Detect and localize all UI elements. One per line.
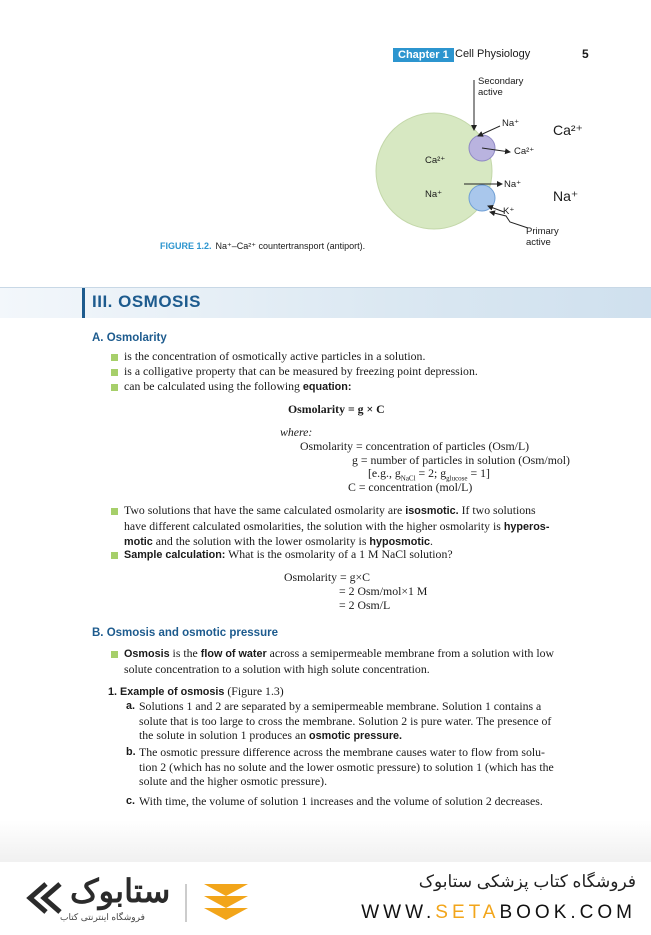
label-ca-arrow: Ca²⁺: [514, 146, 535, 157]
subsection-heading-osmolarity: A. Osmolarity: [92, 332, 167, 344]
logo-subtitle: فروشگاه اینترنتی کتاب: [60, 912, 145, 922]
calc-line-1: Osmolarity = g×C: [284, 570, 371, 584]
bullet-marker: [111, 384, 118, 391]
definition-osmolarity: Osmolarity = concentration of particles (Osm/L): [300, 439, 530, 453]
na-ca-antiport-figure: [360, 72, 620, 252]
logo-wordmark: ستابوک: [70, 873, 171, 909]
label-primary-active: Primary active: [526, 226, 559, 248]
cell-body: [376, 113, 492, 229]
definition-g-example: [e.g., $g_{NaCl} = 2$; $g_{glucose} = 1$]: [368, 466, 490, 483]
where-label: where:: [280, 425, 313, 439]
example-heading: 1. Example of osmosis (Figure 1.3): [108, 684, 284, 698]
figure-caption-text: Na⁺–Ca²⁺ countertransport (antiport).: [215, 241, 366, 251]
definition-g: g = number of particles in solution (Osm/mol): [352, 453, 570, 467]
calc-line-2: = 2 Osm/mol×1 M: [339, 584, 428, 598]
label-secondary-active: Secondary active: [478, 76, 524, 98]
osmolarity-equation: Osmolarity = g × C: [288, 402, 385, 416]
sample-calculation: Sample calculation: What is the osmolarity of a 1 M NaCl solution?: [124, 547, 453, 561]
bullet-text: can be calculated using the following equation:: [124, 379, 352, 393]
page-number: 5: [582, 47, 589, 61]
label-ca-outside: Ca²⁺: [553, 122, 583, 138]
label-na-outside: Na⁺: [553, 188, 579, 204]
osmosis-definition: Osmosis is the flow of water across a semipermeable membrane from a solution with low solute concentration to a solution with high solute concentration.: [124, 646, 555, 676]
bullet-marker: [111, 651, 118, 658]
bullet-marker: [111, 369, 118, 376]
item-c-label: c.: [126, 795, 136, 807]
figure-caption: [160, 241, 365, 252]
subsection-heading-osmosis: B. Osmosis and osmotic pressure: [92, 627, 278, 639]
calc-line-3: = 2 Osm/L: [339, 598, 391, 612]
chapter-tag: Chapter 1: [393, 48, 454, 62]
label-na-top: Na⁺: [502, 118, 520, 129]
bullet-marker: [111, 508, 118, 515]
bullet-marker: [111, 552, 118, 559]
bullet-marker: [111, 354, 118, 361]
isosmotic-paragraph: Two solutions that have the same calculated osmolarity are isosmotic. If two solutions have different calculated osmolarities, the solution with the higher osmolarity is hyperos- motic and the solution with the lower osmolarity is hyposmotic.: [124, 503, 550, 548]
item-b-label: b.: [126, 746, 136, 758]
item-b-text: The osmotic pressure difference across the membrane causes water to flow from solu- tion 2 (which has no solute and the lower osmotic pressure) to solution 1 (which has the solute and the higher osmotic pressure).: [139, 745, 554, 788]
label-na-inside: Na⁺: [425, 189, 443, 200]
bullet-text: is a colligative property that can be measured by freezing point depression.: [124, 364, 478, 378]
chapter-title: Cell Physiology: [455, 48, 531, 60]
label-k: K⁺: [503, 206, 515, 217]
store-name: فروشگاه کتاب پزشکی ستابوک: [418, 872, 636, 891]
section-banner: [0, 287, 651, 318]
definition-c: C = concentration (mol/L): [348, 480, 473, 494]
figure-label: FIGURE 1.2.: [160, 241, 212, 251]
store-url: WWW.SETABOOK.COM: [361, 902, 636, 923]
banner-accent-bar: [82, 288, 85, 318]
section-title: III. OSMOSIS: [92, 292, 201, 311]
item-a-text: Solutions 1 and 2 are separated by a semipermeable membrane. Solution 1 contains a solute that is too large to cross the membrane. Solution 2 is pure water. The presence of the solute in solution 1 produces an osmotic pressure.: [139, 699, 552, 742]
item-a-label: a.: [126, 700, 136, 712]
bullet-text: is the concentration of osmotically active particles in a solution.: [124, 349, 426, 363]
label-ca-inside: Ca²⁺: [425, 155, 446, 166]
item-c-text: With time, the volume of solution 1 increases and the volume of solution 2 decreases.: [139, 794, 543, 808]
label-na-arrow: Na⁺: [504, 179, 522, 190]
